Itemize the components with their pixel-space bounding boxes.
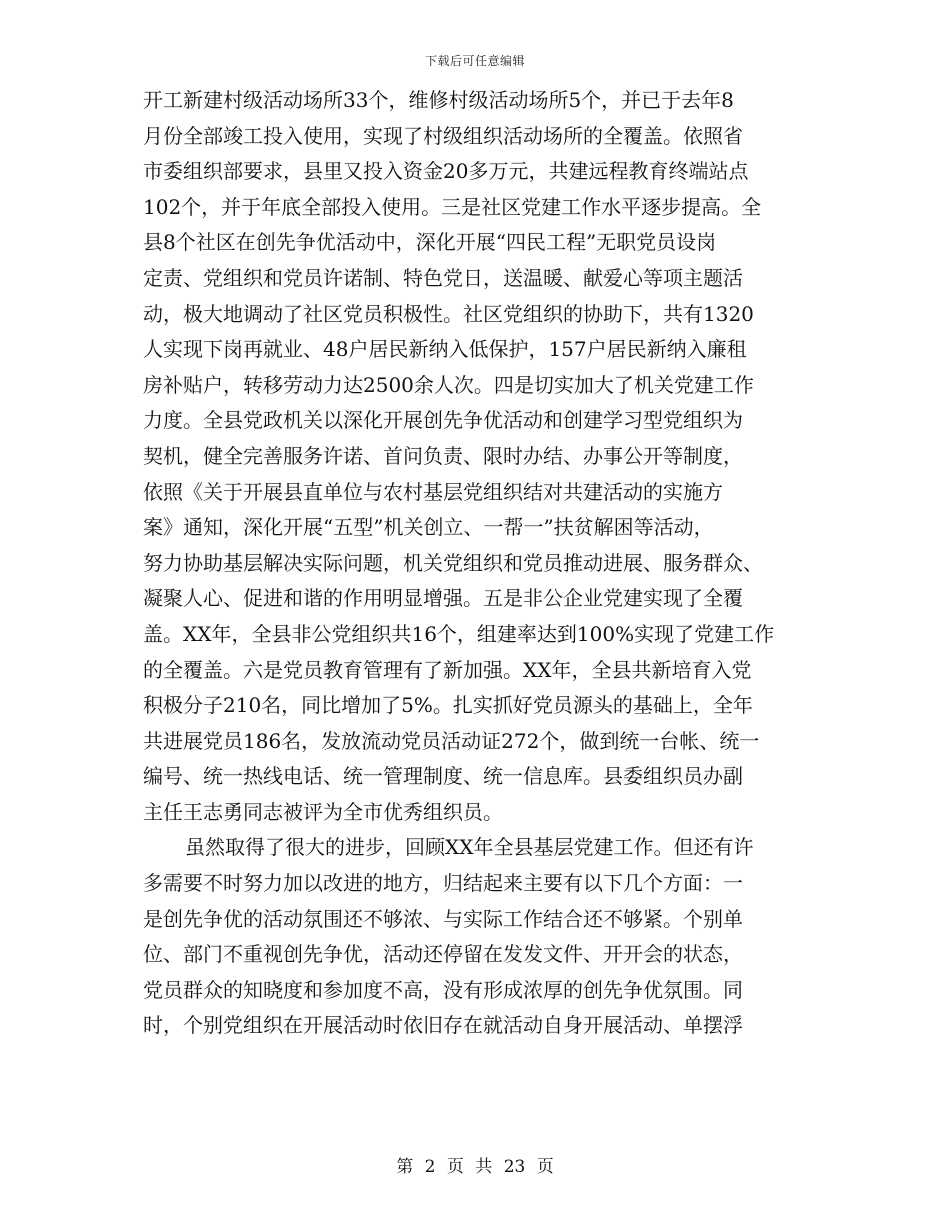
text-line: 位、部门不重视创先争优，活动还停留在发发文件、开开会的状态， <box>143 942 743 967</box>
document-body <box>143 83 811 1044</box>
text-line: 凝聚人心、促进和谐的作用明显增强。五是非公企业党建实现了全覆 <box>143 586 743 611</box>
text-line: 编号、统一热线电话、统一管理制度、统一信息库。县委组织员办副 <box>143 764 743 789</box>
text-line: 积极分子210名，同比增加了5%。扎实抓好党员源头的基础上，全年 <box>143 693 753 718</box>
text-line: 契机，健全完善服务许诺、首问负责、限时办结、办事公开等制度， <box>143 443 743 468</box>
page-number-footer: 第 2 页 共 23 页 <box>396 1157 554 1177</box>
text-line: 依照《关于开展县直单位与农村基层党组织结对共建活动的实施方 <box>143 479 723 504</box>
text-line: 力度。全县党政机关以深化开展创先争优活动和创建学习型党组织为 <box>143 408 743 433</box>
text-line: 共进展党员186名，发放流动党员活动证272个，做到统一台帐、统一 <box>143 728 760 753</box>
text-line: 县8个社区在创先争优活动中，深化开展“四民工程”无职党员设岗 <box>143 230 717 255</box>
text-line: 时，个别党组织在开展活动时依旧存在就活动自身开展活动、单摆浮 <box>143 1013 743 1038</box>
text-line: 主任王志勇同志被评为全市优秀组织员。 <box>143 799 503 824</box>
page-header-note: 下载后可任意编辑 <box>424 54 525 68</box>
text-line: 房补贴户，转移劳动力达2500余人次。四是切实加大了机关党建工作 <box>143 372 754 397</box>
text-line: 盖。XX年，全县非公党组织共16个，组建率达到100%实现了党建工作 <box>143 621 775 646</box>
text-line: 多需要不时努力加以改进的地方，归结起来主要有以下几个方面：一 <box>143 871 743 896</box>
text-line: 努力协助基层解决实际问题，机关党组织和党员推动进展、服务群众、 <box>143 550 763 575</box>
paragraph-first-line: 虽然取得了很大的进步，回顾XX年全县基层党建工作。但还有许 <box>185 835 754 860</box>
text-line: 开工新建村级活动场所33个，维修村级活动场所5个，并已于去年8 <box>143 88 734 112</box>
text-line: 动，极大地调动了社区党员积极性。社区党组织的协助下，共有1320 <box>143 301 754 326</box>
text-line: 月份全部竣工投入使用，实现了村级组织活动场所的全覆盖。依照省 <box>143 123 743 148</box>
text-line: 人实现下岗再就业、48户居民新纳入低保护，157户居民新纳入廉租 <box>143 337 747 362</box>
text-line: 党员群众的知晓度和参加度不高，没有形成浓厚的创先争优氛围。同 <box>143 977 743 1002</box>
text-line: 定责、党组织和党员许诺制、特色党日，送温暖、献爱心等项主题活 <box>143 265 743 290</box>
text-line: 案》通知，深化开展“五型”机关创立、一帮一”扶贫解困等活动， <box>143 515 714 540</box>
text-line: 的全覆盖。六是党员教育管理有了新加强。XX年，全县共新培育入党 <box>143 657 752 682</box>
text-line: 102个，并于年底全部投入使用。三是社区党建工作水平逐步提高。全 <box>143 194 762 219</box>
text-line: 是创先争优的活动氛围还不够浓、与实际工作结合还不够紧。个别单 <box>143 906 743 931</box>
text-line: 市委组织部要求，县里又投入资金20多万元，共建远程教育终端站点 <box>143 159 749 184</box>
